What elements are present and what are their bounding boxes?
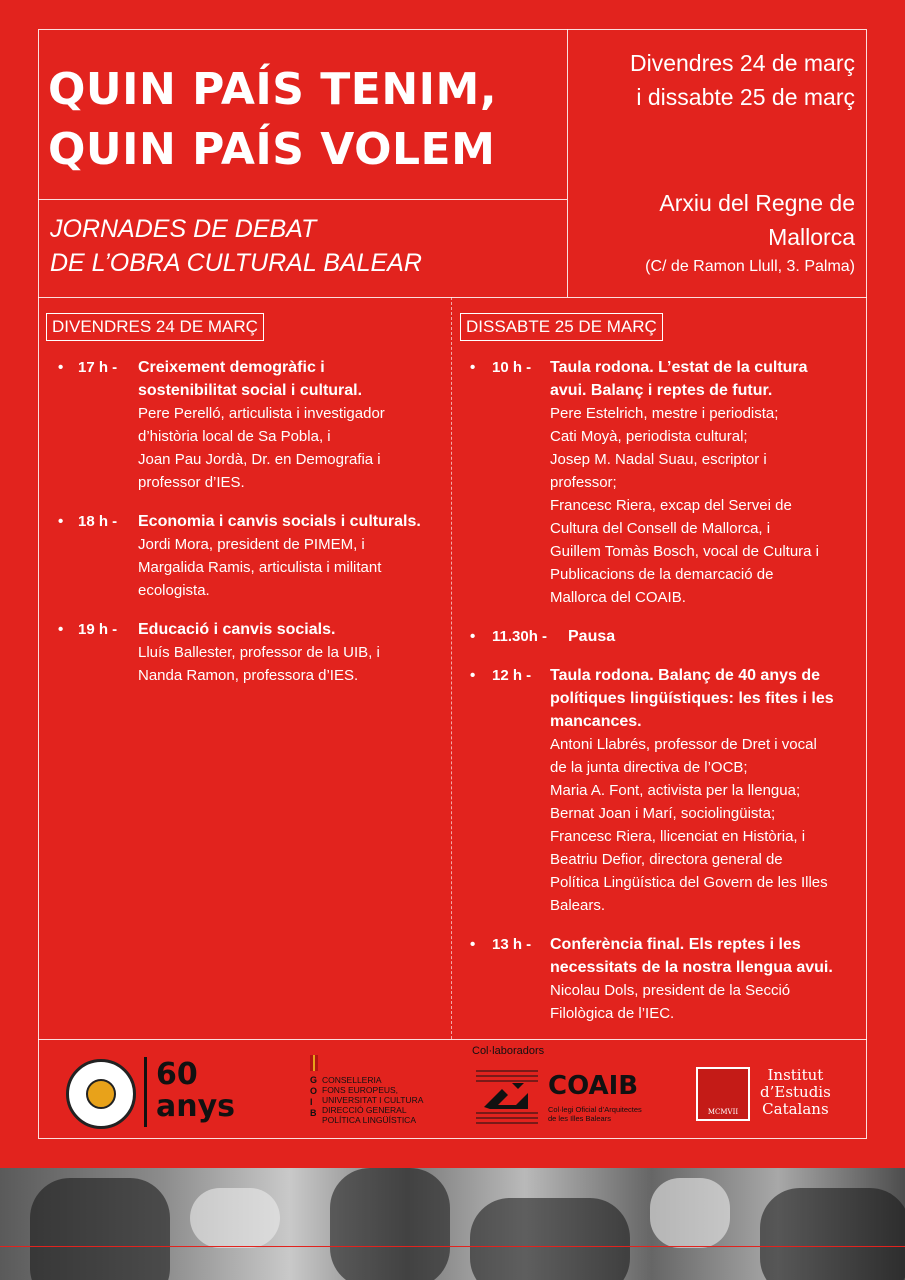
iec-line-3: Catalans: [762, 1100, 829, 1118]
session-speakers: Beatriu Defior, directora general de: [550, 851, 783, 868]
session-speakers: Margalida Ramis, articulista i militant: [138, 559, 382, 576]
collaborators-label: Col·laboradors: [472, 1045, 545, 1057]
goib-department: [322, 1075, 423, 1125]
session-speakers: Cultura del Consell de Mallorca, i: [550, 520, 771, 537]
coaib-logo-text: COAIB: [548, 1071, 639, 1101]
session-speakers: Guillem Tomàs Bosch, vocal de Cultura i: [550, 543, 820, 560]
background-photo: [0, 1168, 905, 1280]
goib-text-line: POLÍTICA LINGÜÍSTICA: [322, 1115, 416, 1125]
goib-text-line: DIRECCIÓ GENERAL: [322, 1105, 407, 1115]
bullet-icon: •: [58, 621, 64, 638]
subtitle-line-1: JORNADES DE DEBAT: [50, 215, 317, 243]
session-speakers: Francesc Riera, excap del Servei de: [550, 497, 792, 514]
session-title: Conferència final. Els reptes i les: [550, 936, 801, 953]
session-speakers: Bernat Joan i Marí, sociolingüista;: [550, 805, 776, 822]
iec-seal-icon: [696, 1067, 750, 1121]
session-speakers: Josep M. Nadal Suau, escriptor i: [550, 451, 767, 468]
logo-divider: [144, 1057, 147, 1127]
session-time: 13 h -: [492, 936, 532, 953]
bullet-icon: •: [470, 667, 476, 684]
session-speakers: d’història local de Sa Pobla, i: [138, 428, 331, 445]
date-line-2: i dissabte 25 de març: [636, 84, 855, 110]
bullet-icon: •: [58, 513, 64, 530]
bullet-icon: •: [470, 628, 476, 645]
title-line-2: QUIN PAÍS VOLEM: [48, 124, 496, 175]
ocb-seal-logo: [66, 1059, 136, 1129]
saturday-label: DISSABTE 25 DE MARÇ: [460, 313, 663, 341]
sixty-years-logo: [156, 1059, 235, 1123]
sixty-number: 60: [156, 1057, 198, 1092]
session-title: polítiques lingüístiques: les fites i les: [550, 690, 834, 707]
bullet-icon: •: [58, 359, 64, 376]
session-speakers: Nicolau Dols, president de la Secció: [550, 982, 791, 999]
poster-subtitle: [50, 212, 422, 280]
header-bottom-divider: [38, 297, 867, 298]
schedule-item: [470, 933, 860, 1025]
session-speakers: Antoni Llabrés, professor de Dret i vocal: [550, 736, 817, 753]
schedule-item: [470, 356, 860, 609]
header-divider-vertical: [567, 29, 568, 297]
date-line-1: Divendres 24 de març: [630, 50, 855, 76]
schedule-item: [470, 664, 860, 917]
session-speakers: Balears.: [550, 897, 606, 914]
title-line-1: QUIN PAÍS TENIM,: [48, 64, 498, 115]
bullet-icon: •: [470, 936, 476, 953]
session-time: 19 h -: [78, 621, 118, 638]
session-title: Pausa: [568, 628, 616, 645]
venue-line-2: Mallorca: [768, 224, 855, 250]
goib-letters: [310, 1075, 317, 1119]
session-time: 12 h -: [492, 667, 532, 684]
session-time: 11.30h -: [492, 628, 548, 645]
venue: [659, 186, 855, 254]
session-title: Taula rodona. Balanç de 40 anys de: [550, 667, 821, 684]
goib-text-line: UNIVERSITAT I CULTURA: [322, 1095, 424, 1105]
column-divider: [451, 297, 452, 1039]
session-title: Creixement demogràfic i: [138, 359, 325, 376]
iec-seal-text: MCMVII: [707, 1108, 739, 1116]
session-speakers: Política Lingüística del Govern de les Illes: [550, 874, 828, 891]
session-speakers: Joan Pau Jordà, Dr. en Demografia i: [138, 451, 381, 468]
goib-letter: B: [310, 1108, 317, 1118]
title-divider: [38, 199, 567, 200]
goib-emblem-icon: [310, 1055, 318, 1071]
schedule-item: [470, 625, 860, 648]
iec-line-2: d’Estudis: [760, 1083, 831, 1101]
goib-letter: O: [310, 1086, 318, 1096]
goib-text-line: FONS EUROPEUS,: [322, 1085, 399, 1095]
schedule-item: [58, 510, 443, 602]
session-speakers: ecologista.: [138, 582, 210, 599]
session-speakers: Pere Perelló, articulista i investigador: [138, 405, 385, 422]
saturday-schedule: [470, 356, 860, 1041]
session-speakers: Pere Estelrich, mestre i periodista;: [550, 405, 779, 422]
session-speakers: Publicacions de la demarcació de: [550, 566, 774, 583]
event-dates: [630, 46, 855, 114]
friday-schedule: [58, 356, 443, 703]
iec-line-1: Institut: [767, 1066, 824, 1084]
coaib-subtitle: [548, 1105, 642, 1123]
session-title: sostenibilitat social i cultural.: [138, 382, 363, 399]
goib-letter: I: [310, 1097, 313, 1107]
session-title: Economia i canvis socials i culturals.: [138, 513, 421, 530]
session-speakers: professor d’IES.: [138, 474, 245, 491]
session-speakers: de la junta directiva de l’OCB;: [550, 759, 748, 776]
subtitle-line-2: DE L’OBRA CULTURAL BALEAR: [50, 249, 422, 277]
coaib-sub-line-2: de les Illes Balears: [548, 1114, 611, 1123]
session-title: Educació i canvis socials.: [138, 621, 336, 638]
footer-logos: [38, 1045, 867, 1139]
venue-line-1: Arxiu del Regne de: [659, 190, 855, 216]
session-speakers: Jordi Mora, president de PIMEM, i: [138, 536, 365, 553]
session-title: Taula rodona. L’estat de la cultura: [550, 359, 808, 376]
session-speakers: professor;: [550, 474, 617, 491]
session-time: 10 h -: [492, 359, 532, 376]
poster-title: [48, 60, 497, 180]
session-title: mancances.: [550, 713, 642, 730]
coaib-sub-line-1: Col·legi Oficial d’Arquitectes: [548, 1105, 642, 1114]
session-speakers: Filològica de l’IEC.: [550, 1005, 675, 1022]
schedule-item: [58, 618, 443, 687]
session-time: 18 h -: [78, 513, 118, 530]
session-speakers: Cati Moyà, periodista cultural;: [550, 428, 748, 445]
session-speakers: Mallorca del COAIB.: [550, 589, 686, 606]
session-time: 17 h -: [78, 359, 118, 376]
session-title: necessitats de la nostra llengua avui.: [550, 959, 833, 976]
bullet-icon: •: [470, 359, 476, 376]
friday-label: DIVENDRES 24 DE MARÇ: [46, 313, 264, 341]
schedule-item: [58, 356, 443, 494]
venue-address: (C/ de Ramon Llull, 3. Palma): [645, 258, 855, 275]
session-title: avui. Balanç i reptes de futur.: [550, 382, 773, 399]
session-speakers: Lluís Ballester, professor de la UIB, i: [138, 644, 380, 661]
session-speakers: Francesc Riera, llicenciat en Història, i: [550, 828, 806, 845]
sixty-anys: anys: [156, 1089, 236, 1124]
coaib-mark-icon: [476, 1067, 538, 1127]
session-speakers: Maria A. Font, activista per la llengua;: [550, 782, 801, 799]
goib-letter: G: [310, 1075, 318, 1085]
session-speakers: Nanda Ramon, professora d’IES.: [138, 667, 359, 684]
bottom-rule: [0, 1246, 905, 1247]
goib-text-line: CONSELLERIA: [322, 1075, 382, 1085]
iec-logo-text: [760, 1067, 831, 1118]
